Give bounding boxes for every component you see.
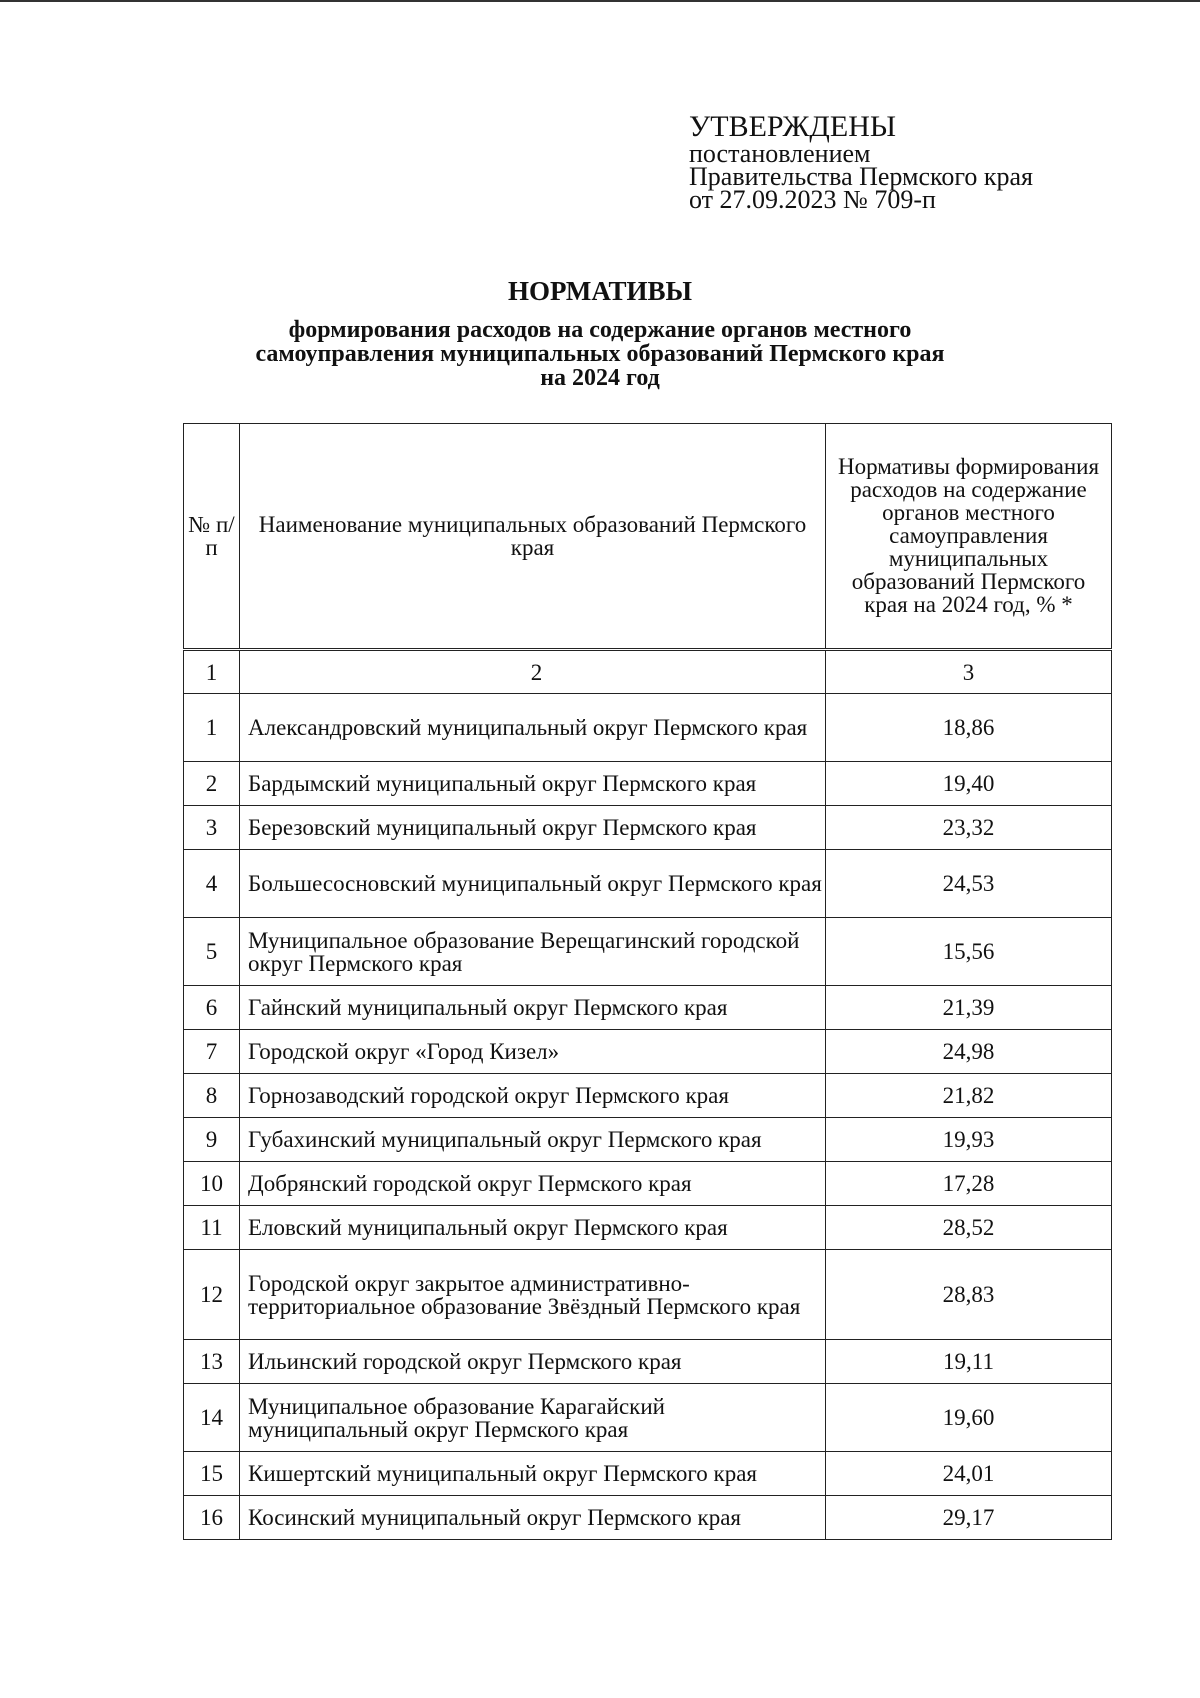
row-norm-value: 21,82: [826, 1074, 1112, 1118]
row-norm-value: 19,11: [826, 1340, 1112, 1384]
approval-date-number: от 27.09.2023 № 709-п: [689, 185, 936, 214]
row-number: 10: [184, 1162, 240, 1206]
table-header-row: [184, 424, 1112, 650]
table-row: [184, 1030, 1112, 1074]
table-body: [184, 694, 1112, 1540]
subtitle-line-1: формирования расходов на содержание органов местного: [288, 317, 912, 343]
norms-table: [183, 423, 1112, 1540]
row-number: 7: [184, 1030, 240, 1074]
row-norm-value: 18,86: [826, 694, 1112, 762]
column-number: 2: [240, 650, 826, 694]
approval-heading: УТВЕРЖДЕНЫ: [689, 110, 897, 143]
header-number: № п/п: [184, 424, 240, 650]
row-number: 8: [184, 1074, 240, 1118]
row-municipality-name: Городской округ «Город Кизел»: [240, 1030, 826, 1074]
row-number: 15: [184, 1452, 240, 1496]
row-municipality-name: Александровский муниципальный округ Пермского края: [240, 694, 826, 762]
table-row: [184, 1384, 1112, 1452]
row-municipality-name: Губахинский муниципальный округ Пермского края: [240, 1118, 826, 1162]
row-norm-value: 24,98: [826, 1030, 1112, 1074]
row-number: 2: [184, 762, 240, 806]
row-norm-value: 19,60: [826, 1384, 1112, 1452]
approval-block: [689, 110, 1109, 214]
row-municipality-name: Муниципальное образование Карагайский муниципальный округ Пермского края: [240, 1384, 826, 1452]
table-row: [184, 918, 1112, 986]
table-row: [184, 850, 1112, 918]
table-row: [184, 1496, 1112, 1540]
table-row: [184, 806, 1112, 850]
column-number: 1: [184, 650, 240, 694]
table-row: [184, 1162, 1112, 1206]
row-municipality-name: Березовский муниципальный округ Пермского края: [240, 806, 826, 850]
row-number: 16: [184, 1496, 240, 1540]
table-row: [184, 694, 1112, 762]
row-norm-value: 19,40: [826, 762, 1112, 806]
page-top-border: [0, 0, 1200, 2]
row-norm-value: 28,83: [826, 1250, 1112, 1340]
row-number: 12: [184, 1250, 240, 1340]
row-number: 9: [184, 1118, 240, 1162]
row-municipality-name: Добрянский городской округ Пермского края: [240, 1162, 826, 1206]
subtitle-line-3: на 2024 год: [540, 365, 660, 391]
table-row: [184, 1452, 1112, 1496]
column-number: 3: [826, 650, 1112, 694]
row-number: 5: [184, 918, 240, 986]
row-municipality-name: Кишертский муниципальный округ Пермского края: [240, 1452, 826, 1496]
approval-line-2: постановлением: [689, 139, 871, 168]
header-norm-percent: Нормативы формирования расходов на содержание органов местного самоуправления муниципальных образований Пермского края на 2024 год, % *: [826, 424, 1112, 650]
table-row: [184, 1074, 1112, 1118]
row-municipality-name: Городской округ закрытое административно-территориальное образование Звёздный Пермского края: [240, 1250, 826, 1340]
row-number: 13: [184, 1340, 240, 1384]
row-municipality-name: Косинский муниципальный округ Пермского края: [240, 1496, 826, 1540]
row-norm-value: 23,32: [826, 806, 1112, 850]
row-norm-value: 24,01: [826, 1452, 1112, 1496]
row-norm-value: 28,52: [826, 1206, 1112, 1250]
row-norm-value: 29,17: [826, 1496, 1112, 1540]
subtitle-line-2: самоуправления муниципальных образований Пермского края: [255, 341, 945, 367]
row-municipality-name: Бардымский муниципальный округ Пермского края: [240, 762, 826, 806]
row-municipality-name: Муниципальное образование Верещагинский городской округ Пермского края: [240, 918, 826, 986]
row-number: 6: [184, 986, 240, 1030]
row-norm-value: 24,53: [826, 850, 1112, 918]
row-number: 1: [184, 694, 240, 762]
row-number: 14: [184, 1384, 240, 1452]
table-row: [184, 762, 1112, 806]
row-norm-value: 15,56: [826, 918, 1112, 986]
table-row: [184, 1206, 1112, 1250]
row-norm-value: 21,39: [826, 986, 1112, 1030]
column-numbers-row: [184, 650, 1112, 694]
document-title: НОРМАТИВЫ: [507, 276, 693, 306]
table-row: [184, 1340, 1112, 1384]
document-subtitle: [180, 318, 1020, 390]
row-municipality-name: Горнозаводский городской округ Пермского края: [240, 1074, 826, 1118]
approval-line-3: Правительства Пермского края: [689, 162, 1033, 191]
table-row: [184, 986, 1112, 1030]
row-norm-value: 19,93: [826, 1118, 1112, 1162]
row-municipality-name: Гайнский муниципальный округ Пермского края: [240, 986, 826, 1030]
row-norm-value: 17,28: [826, 1162, 1112, 1206]
row-number: 11: [184, 1206, 240, 1250]
row-municipality-name: Ильинский городской округ Пермского края: [240, 1340, 826, 1384]
header-municipality-name: Наименование муниципальных образований Пермского края: [240, 424, 826, 650]
row-municipality-name: Большесосновский муниципальный округ Пермского края: [240, 850, 826, 918]
table-row: [184, 1118, 1112, 1162]
table-row: [184, 1250, 1112, 1340]
row-municipality-name: Еловский муниципальный округ Пермского края: [240, 1206, 826, 1250]
row-number: 4: [184, 850, 240, 918]
row-number: 3: [184, 806, 240, 850]
